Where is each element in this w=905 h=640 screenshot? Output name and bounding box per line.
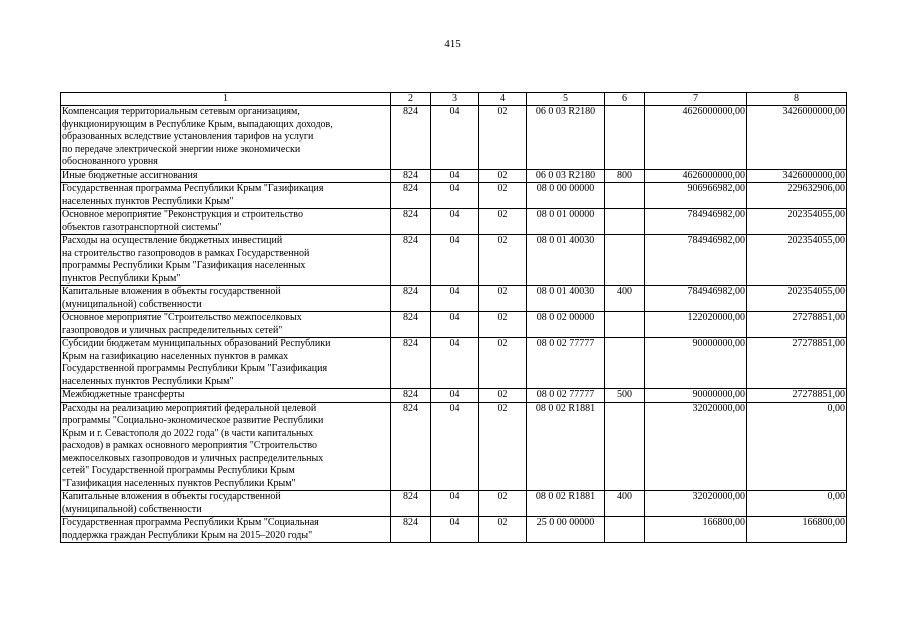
target-article-code: 08 0 02 77777 <box>527 389 605 403</box>
grbs-code: 824 <box>391 183 431 209</box>
table-row <box>61 169 847 183</box>
amount-col8: 0,00 <box>747 402 847 491</box>
row-name: Капитальные вложения в объекты государственной (муниципальной) собственности <box>61 491 391 517</box>
column-header: 1 <box>61 93 391 106</box>
section-code: 04 <box>431 286 479 312</box>
table-row <box>61 286 847 312</box>
column-header: 7 <box>645 93 747 106</box>
row-name: Расходы на осуществление бюджетных инвестиций на строительство газопроводов в рамках Государственной программы Республики Крым "Газификация населенных пунктов Республики Крым" <box>61 235 391 286</box>
subsection-code: 02 <box>479 389 527 403</box>
grbs-code: 824 <box>391 106 431 170</box>
subsection-code: 02 <box>479 491 527 517</box>
amount-col8: 202354055,00 <box>747 286 847 312</box>
section-code: 04 <box>431 106 479 170</box>
target-article-code: 08 0 01 40030 <box>527 286 605 312</box>
target-article-code: 06 0 03 R2180 <box>527 106 605 170</box>
section-code: 04 <box>431 169 479 183</box>
subsection-code: 02 <box>479 106 527 170</box>
table-row <box>61 517 847 543</box>
row-name: Государственная программа Республики Крым "Социальная поддержка граждан Республики Крым на 2015–2020 годы" <box>61 517 391 543</box>
row-name: Межбюджетные трансферты <box>61 389 391 403</box>
target-article-code: 08 0 01 00000 <box>527 209 605 235</box>
amount-col8: 27278851,00 <box>747 389 847 403</box>
target-article-code: 08 0 02 00000 <box>527 312 605 338</box>
expense-type-code <box>605 517 645 543</box>
amount-col8: 27278851,00 <box>747 312 847 338</box>
grbs-code: 824 <box>391 209 431 235</box>
amount-col8: 27278851,00 <box>747 338 847 389</box>
grbs-code: 824 <box>391 491 431 517</box>
row-name: Компенсация территориальным сетевым организациям, функционирующим в Республике Крым, выпадающих доходов, образованных вследствие установления тарифов на услуги по передаче электрической энергии ниже экономически обоснованного уровня <box>61 106 391 170</box>
amount-col8: 0,00 <box>747 491 847 517</box>
amount-col8: 166800,00 <box>747 517 847 543</box>
target-article-code: 25 0 00 00000 <box>527 517 605 543</box>
column-header: 5 <box>527 93 605 106</box>
row-name: Расходы на реализацию мероприятий федеральной целевой программы "Социально-экономическое развитие Республики Крым и г. Севастополя до 2022 года" (в части капитальных расходов) в рамках основного мероприятия "Строительство межпоселковых газопроводов и уличных распределительных сетей" Государственной программы Республики Крым "Газификация населенных пунктов Республики Крым" <box>61 402 391 491</box>
subsection-code: 02 <box>479 183 527 209</box>
expense-type-code <box>605 402 645 491</box>
target-article-code: 08 0 01 40030 <box>527 235 605 286</box>
expense-type-code <box>605 312 645 338</box>
amount-col7: 32020000,00 <box>645 491 747 517</box>
row-name: Субсидии бюджетам муниципальных образований Республики Крым на газификацию населенных пунктов в рамках Государственной программы Республики Крым "Газификация населенных пунктов Республики Крым" <box>61 338 391 389</box>
subsection-code: 02 <box>479 209 527 235</box>
amount-col8: 202354055,00 <box>747 209 847 235</box>
section-code: 04 <box>431 312 479 338</box>
amount-col7: 32020000,00 <box>645 402 747 491</box>
amount-col8: 229632906,00 <box>747 183 847 209</box>
subsection-code: 02 <box>479 312 527 338</box>
amount-col8: 202354055,00 <box>747 235 847 286</box>
subsection-code: 02 <box>479 235 527 286</box>
amount-col7: 784946982,00 <box>645 235 747 286</box>
subsection-code: 02 <box>479 169 527 183</box>
subsection-code: 02 <box>479 517 527 543</box>
section-code: 04 <box>431 517 479 543</box>
table-row <box>61 389 847 403</box>
amount-col7: 122020000,00 <box>645 312 747 338</box>
section-code: 04 <box>431 209 479 235</box>
header-row <box>61 93 847 106</box>
section-code: 04 <box>431 402 479 491</box>
amount-col8: 3426000000,00 <box>747 169 847 183</box>
table-row <box>61 338 847 389</box>
subsection-code: 02 <box>479 402 527 491</box>
grbs-code: 824 <box>391 517 431 543</box>
amount-col7: 90000000,00 <box>645 338 747 389</box>
expense-type-code: 500 <box>605 389 645 403</box>
amount-col7: 784946982,00 <box>645 286 747 312</box>
amount-col7: 4626000000,00 <box>645 106 747 170</box>
amount-col7: 4626000000,00 <box>645 169 747 183</box>
section-code: 04 <box>431 389 479 403</box>
amount-col7: 906966982,00 <box>645 183 747 209</box>
row-name: Основное мероприятие "Реконструкция и строительство объектов газотранспортной системы" <box>61 209 391 235</box>
grbs-code: 824 <box>391 338 431 389</box>
grbs-code: 824 <box>391 402 431 491</box>
grbs-code: 824 <box>391 235 431 286</box>
section-code: 04 <box>431 338 479 389</box>
target-article-code: 08 0 02 R1881 <box>527 402 605 491</box>
column-header: 4 <box>479 93 527 106</box>
column-header: 8 <box>747 93 847 106</box>
page-number: 415 <box>444 38 461 50</box>
row-name: Основное мероприятие "Строительство межпоселковых газопроводов и уличных распределительных сетей" <box>61 312 391 338</box>
section-code: 04 <box>431 183 479 209</box>
expense-type-code <box>605 209 645 235</box>
table-row <box>61 402 847 491</box>
column-header: 3 <box>431 93 479 106</box>
expense-type-code: 400 <box>605 286 645 312</box>
budget-table <box>60 92 847 543</box>
table-row <box>61 235 847 286</box>
section-code: 04 <box>431 235 479 286</box>
subsection-code: 02 <box>479 338 527 389</box>
amount-col8: 3426000000,00 <box>747 106 847 170</box>
table-row <box>61 183 847 209</box>
expense-type-code <box>605 235 645 286</box>
column-header: 2 <box>391 93 431 106</box>
table-row <box>61 106 847 170</box>
expense-type-code: 800 <box>605 169 645 183</box>
row-name: Государственная программа Республики Крым "Газификация населенных пунктов Республики Крым" <box>61 183 391 209</box>
amount-col7: 784946982,00 <box>645 209 747 235</box>
amount-col7: 90000000,00 <box>645 389 747 403</box>
row-name: Иные бюджетные ассигнования <box>61 169 391 183</box>
expense-type-code: 400 <box>605 491 645 517</box>
grbs-code: 824 <box>391 286 431 312</box>
grbs-code: 824 <box>391 169 431 183</box>
table-row <box>61 491 847 517</box>
table-row <box>61 209 847 235</box>
target-article-code: 06 0 03 R2180 <box>527 169 605 183</box>
column-header: 6 <box>605 93 645 106</box>
expense-type-code <box>605 106 645 170</box>
expense-type-code <box>605 338 645 389</box>
grbs-code: 824 <box>391 389 431 403</box>
amount-col7: 166800,00 <box>645 517 747 543</box>
section-code: 04 <box>431 491 479 517</box>
expense-type-code <box>605 183 645 209</box>
subsection-code: 02 <box>479 286 527 312</box>
target-article-code: 08 0 02 77777 <box>527 338 605 389</box>
target-article-code: 08 0 02 R1881 <box>527 491 605 517</box>
grbs-code: 824 <box>391 312 431 338</box>
row-name: Капитальные вложения в объекты государственной (муниципальной) собственности <box>61 286 391 312</box>
target-article-code: 08 0 00 00000 <box>527 183 605 209</box>
table-row <box>61 312 847 338</box>
